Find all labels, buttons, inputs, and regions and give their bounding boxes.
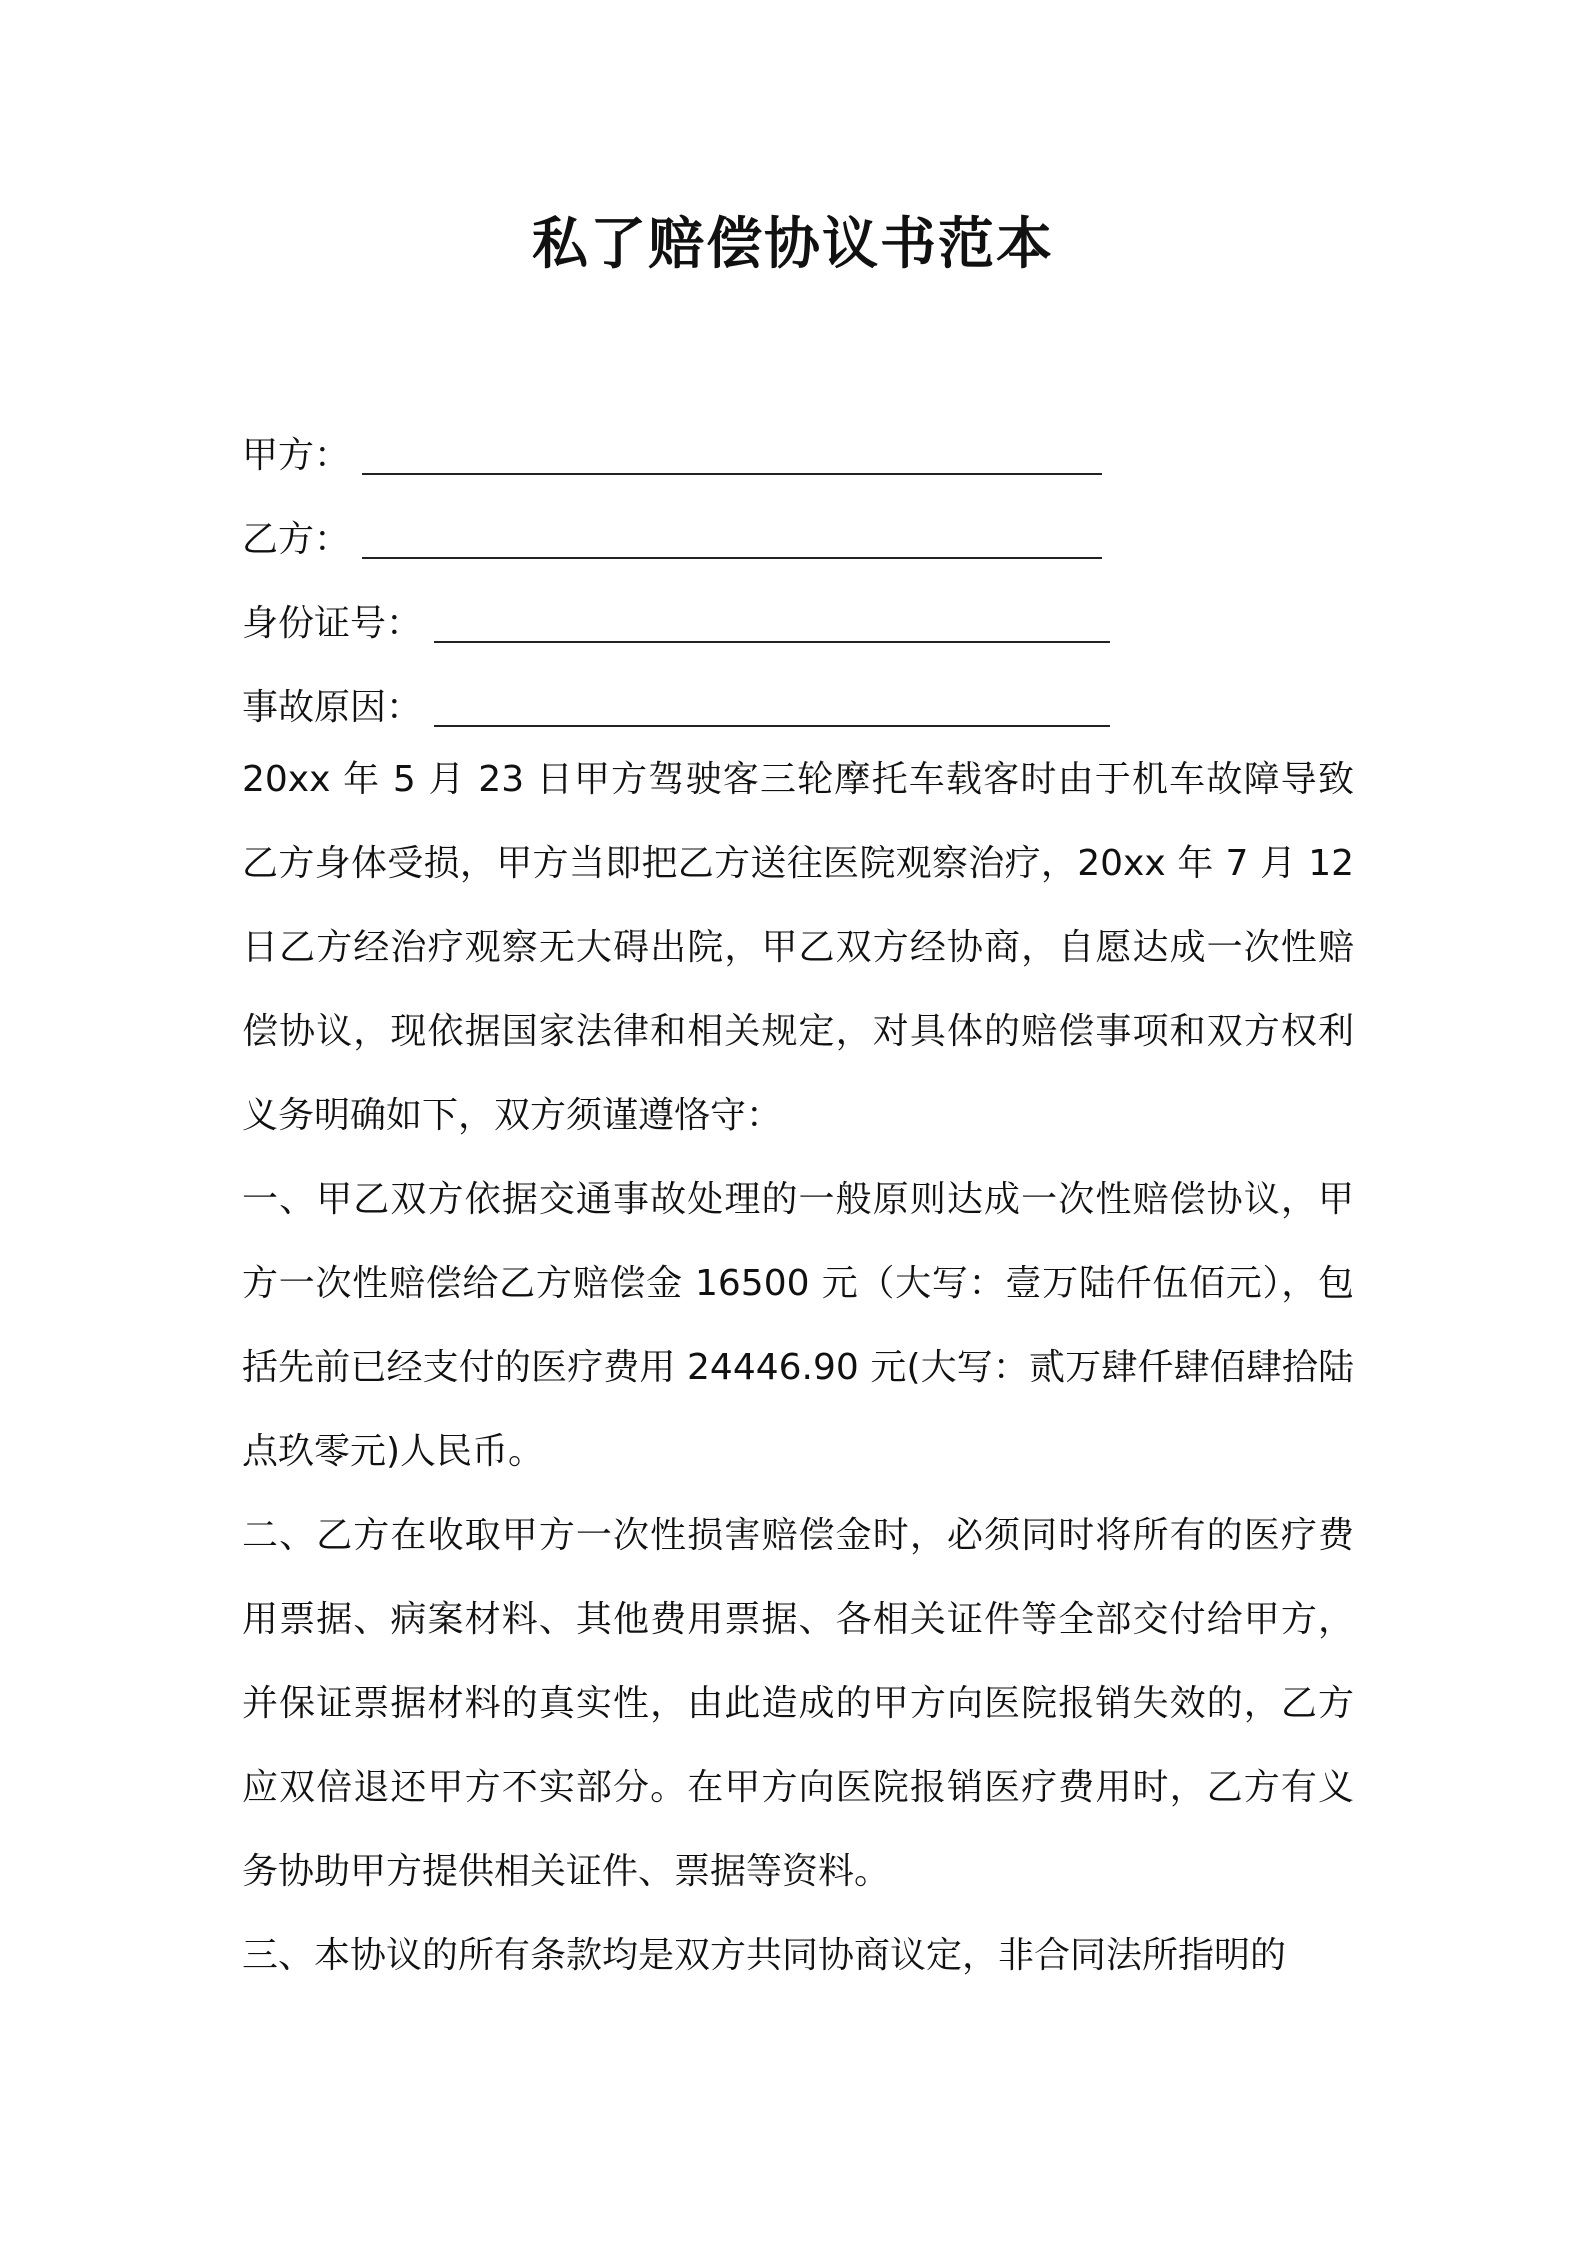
party-b-field: [242, 494, 1352, 578]
id-number-field: [242, 578, 1352, 662]
clause-1-paragraph: 一、甲乙双方依据交通事故处理的一般原则达成一次性赔偿协议，甲方一次性赔偿给乙方赔偿金 16500 元（大写：壹万陆仟伍佰元），包括先前已经支付的医疗费用 24446.90 元(大写：贰万肆仟肆佰肆拾陆点玖零元)人民币。: [242, 1179, 1354, 1472]
agreement-body: [242, 738, 1354, 1998]
document-title: 私了赔偿协议书范本: [532, 212, 1054, 277]
clause-2-paragraph: 二、乙方在收取甲方一次性损害赔偿金时，必须同时将所有的医疗费用票据、病案材料、其他费用票据、各相关证件等全部交付给甲方，并保证票据材料的真实性，由此造成的甲方向医院报销失效的，乙方应双倍退还甲方不实部分。在甲方向医院报销医疗费用时，乙方有义务协助甲方提供相关证件、票据等资料。: [242, 1515, 1354, 1892]
id-number-label: 身份证号：: [242, 602, 423, 644]
party-a-field: [242, 410, 1352, 494]
party-b-label: 乙方：: [242, 518, 351, 560]
id-number-blank-line[interactable]: [434, 611, 1110, 643]
accident-cause-blank-line[interactable]: [434, 695, 1110, 727]
accident-cause-label: 事故原因：: [242, 686, 423, 728]
accident-cause-field: [242, 662, 1352, 746]
clause-3-paragraph: 三、本协议的所有条款均是双方共同协商议定，非合同法所指明的: [242, 1935, 1287, 1976]
party-a-blank-line[interactable]: [362, 443, 1102, 475]
party-fields: [242, 410, 1352, 746]
intro-paragraph: 20xx 年 5 月 23 日甲方驾驶客三轮摩托车载客时由于机车故障导致乙方身体受损，甲方当即把乙方送往医院观察治疗，20xx 年 7 月 12 日乙方经治疗观察无大碍出院，甲乙双方经协商，自愿达成一次性赔偿协议，现依据国家法律和相关规定，对具体的赔偿事项和双方权利义务明确如下，双方须谨遵恪守：: [242, 759, 1354, 1136]
party-b-blank-line[interactable]: [362, 527, 1102, 559]
party-a-label: 甲方：: [242, 434, 351, 476]
